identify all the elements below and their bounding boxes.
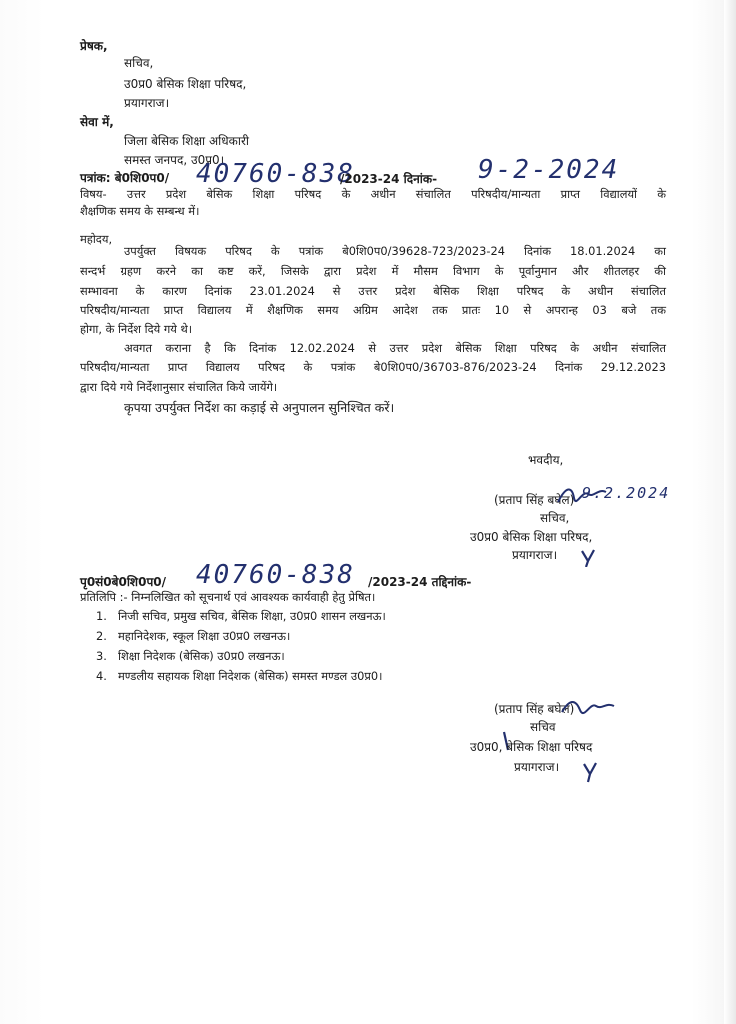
list-item-number: 3. xyxy=(96,649,107,663)
para1-line-5: होगा, के निर्देश दिये गये थे। xyxy=(80,322,193,336)
ref-year-label: /2023-24 दिनांक- xyxy=(340,172,438,186)
closing2-city: प्रयागराज। xyxy=(514,760,560,774)
copy-ref-prefix: पृ0सं0बे0शि0प0/ xyxy=(80,575,166,589)
list-item: महानिदेशक, स्कूल शिक्षा उ0प्र0 लखनऊ। xyxy=(118,629,291,643)
from-line-2: उ0प्र0 बेसिक शिक्षा परिषद, xyxy=(124,77,247,91)
signature-icon xyxy=(556,482,608,512)
list-item-number: 1. xyxy=(96,609,107,623)
para1-line-1: उपर्युक्त विषयक परिषद के पत्रांक बे0शि0प0/39628-723/2023-24 दिनांक 18.01.2024 का xyxy=(124,244,666,258)
to-label: सेवा में, xyxy=(80,115,114,129)
subject-line-2: शैक्षणिक समय के सम्बन्ध में। xyxy=(80,204,200,218)
para2-line-1: अवगत कराना है कि दिनांक 12.02.2024 से उत्तर प्रदेश बेसिक शिक्षा परिषद के अधीन संचालित xyxy=(124,341,666,355)
copy-ref-suffix: /2023-24 तद्दिनांक- xyxy=(368,575,472,589)
signature-icon xyxy=(560,694,616,724)
salutation: महोदय, xyxy=(80,232,113,246)
subject-line-1: विषय- उत्तर प्रदेश बेसिक शिक्षा परिषद के अधीन संचालित परिषदीय/मान्यता प्राप्त विद्यालयों के xyxy=(80,187,666,201)
para1-line-3: सम्भावना के कारण दिनांक 23.01.2024 से उत्तर प्रदेश बेसिक शिक्षा परिषद के अधीन संचालित xyxy=(80,284,666,298)
list-item: निजी सचिव, प्रमुख सचिव, बेसिक शिक्षा, उ0प्र0 शासन लखनऊ। xyxy=(118,609,386,623)
para1-line-4: परिषदीय/मान्यता प्राप्त विद्यालय में शैक्षणिक समय अग्रिम आदेश तक प्रातः 10 से अपरान्ह 03 बजे तक xyxy=(80,303,666,317)
closing2-office: उ0प्र0, बेसिक शिक्षा परिषद xyxy=(470,740,593,754)
list-item-number: 2. xyxy=(96,629,107,643)
to-line-1: जिला बेसिक शिक्षा अधिकारी xyxy=(124,134,249,148)
initials-icon xyxy=(580,760,610,784)
closing-regards: भवदीय, xyxy=(528,453,564,467)
to-line-2: समस्त जनपद, उ0प्र0। xyxy=(124,153,225,167)
page-edge-shadow xyxy=(724,0,736,1024)
closing2-name: (प्रताप सिंह बघेल) xyxy=(494,702,575,716)
ref-date-handwritten: 9-2-2024 xyxy=(478,155,620,185)
closing-designation: सचिव, xyxy=(540,511,570,525)
para2-line-3: द्वारा दिये गये निर्देशानुसार संचालित किये जायेंगे। xyxy=(80,380,278,394)
from-label: प्रेषक, xyxy=(80,39,108,53)
closing-handwritten-date: 9.2.2024 xyxy=(582,484,671,502)
from-line-3: प्रयागराज। xyxy=(124,96,170,110)
list-item-number: 4. xyxy=(96,669,107,683)
closing-office: उ0प्र0 बेसिक शिक्षा परिषद, xyxy=(470,530,593,544)
closing-name: (प्रताप सिंह बघेल) xyxy=(494,493,575,507)
para3: कृपया उपर्युक्त निर्देश का कड़ाई से अनुपालन सुनिश्चित करें। xyxy=(124,400,395,415)
from-line-1: सचिव, xyxy=(124,56,154,70)
list-item: शिक्षा निदेशक (बेसिक) उ0प्र0 लखनऊ। xyxy=(118,649,285,663)
list-item: मण्डलीय सहायक शिक्षा निदेशक (बेसिक) समस्त मण्डल उ0प्र0। xyxy=(118,669,383,683)
closing-city: प्रयागराज। xyxy=(512,548,558,562)
para2-line-2: परिषदीय/मान्यता प्राप्त विद्यालय परिषद के पत्रांक बे0शि0प0/36703-876/2023-24 दिनांक 29.12.2023 xyxy=(80,360,666,374)
copy-ref-number-handwritten: 40760-838 xyxy=(196,560,355,590)
closing2-designation: सचिव xyxy=(530,720,556,734)
ref-prefix: पत्रांक: बे0शि0प0/ xyxy=(80,171,170,185)
para1-line-2: सन्दर्भ ग्रहण करने का कष्ट करें, जिसके द्वारा प्रदेश में मौसम विभाग के पूर्वानुमान और शीतलहर की xyxy=(80,264,666,278)
copy-intro: प्रतिलिपि :- निम्नलिखित को सूचनार्थ एवं आवश्यक कार्यवाही हेतु प्रेषित। xyxy=(80,590,376,604)
ref-number-handwritten: 40760-838 xyxy=(196,159,355,189)
initials-icon xyxy=(578,547,608,567)
